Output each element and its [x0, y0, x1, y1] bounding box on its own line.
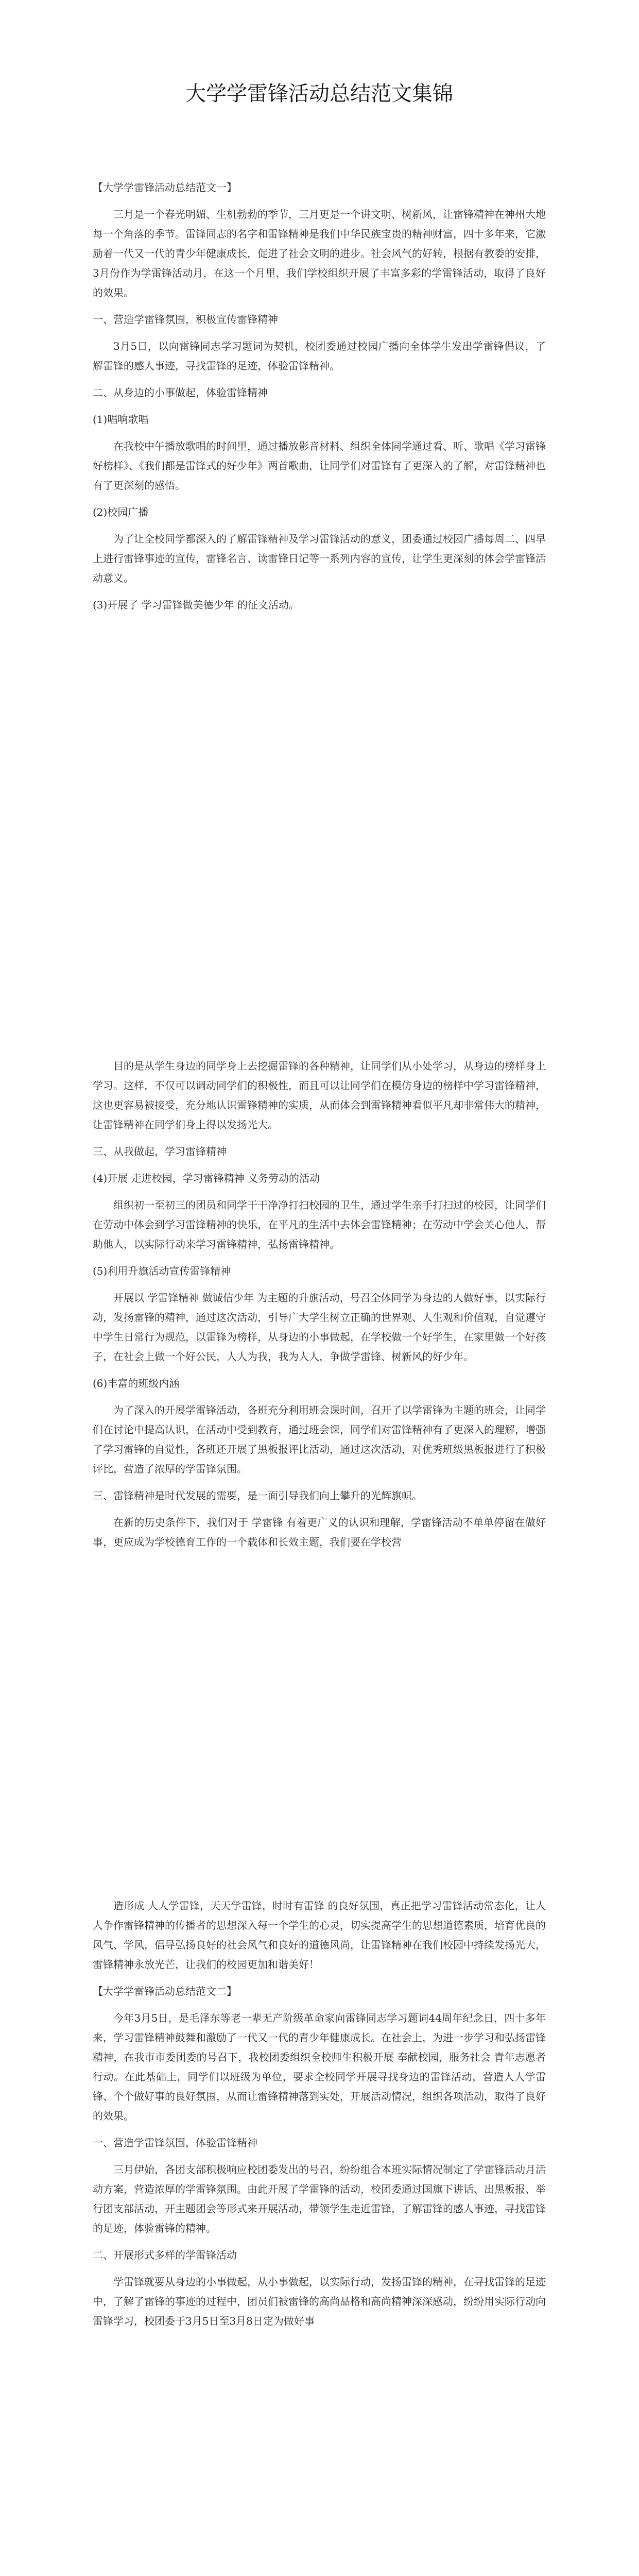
sub-heading: 三、雷锋精神是时代发展的需要，是一面引导我们向上攀升的光辉旗帜。	[93, 1489, 422, 1502]
sub-heading: 二、开展形式多样的学雷锋活动	[93, 2249, 237, 2261]
paragraph: 组织初一至初三的团员和同学干干净净打扫校园的卫生，通过学生亲手打扫过的校园，让同学们在劳动中体会到学习雷锋精神的快乐，在平凡的生活中去体会雷锋精神；在劳动中学会关心他人，帮助他人，以实际行动来学习雷锋精神，弘扬雷锋精神。	[93, 1199, 546, 1250]
paragraph: 学雷锋就要从身边的小事做起，从小事做起，以实际行动，发扬雷锋的精神，在寻找雷锋的足迹中，了解了雷锋的事迹的过程中，团员们被雷锋的高尚品格和高尚精神深深感动，纷纷用实际行动向雷锋学习，校团委于3月5日至3月8日定为做好事	[93, 2276, 546, 2327]
text-block-3	[93, 1896, 546, 2338]
paragraph: 在新的历史条件下，我们对于 学雷锋 有着更广义的认识和理解，学雷锋活动不单单停留在做好事，更应成为学校德育工作的一个载体和长效主题，我们要在学校营	[93, 1516, 546, 1548]
paragraph: 为了让全校同学都深入的了解雷锋精神及学习雷锋活动的意义，团委通过校园广播每周二、四早上进行雷锋事迹的宣传，雷锋名言、读雷锋日记等一系列内容的宣传，让学生更深刻的体会学雷锋活动意义。	[93, 533, 546, 584]
sub-heading: (2)校园广播	[93, 506, 149, 518]
paragraph: 目的是从学生身边的同学身上去挖掘雷锋的各种精神，让同学们从小处学习，从身边的榜样身上学习。这样，不仅可以调动同学们的积极性，而且可以让同学们在模仿身边的榜样中学习雷锋精神，这也更容易被接受，充分地认识雷锋精神的实质，从而体会到雷锋精神看似平凡却非常伟大的精神，让雷锋精神在同学们身上得以发扬光大。	[93, 1060, 546, 1131]
sub-heading: 三、从我做起，学习雷锋精神	[93, 1145, 227, 1158]
sub-heading: (6)丰富的班级内涵	[93, 1377, 180, 1389]
sub-heading: 二、从身边的小事做起，体验雷锋精神	[93, 386, 268, 399]
text-block-1	[93, 178, 546, 622]
sub-heading: (4)开展 走进校园，学习雷锋精神 义务劳动的活动	[93, 1172, 320, 1184]
paragraph: 三月伊始，各团支部积极响应校团委发出的号召，纷纷组合本班实际情况制定了学雷锋活动月活动方案，营造浓厚的学雷锋氛围。由此开展了学雷锋的活动，校团委通过国旗下讲话、出黑板报、举行团支部活动，开主题团会等形式来开展活动，带领学生走近雷锋，了解雷锋的感人事迹，寻找雷锋的足迹，体验雷锋的精神。	[93, 2163, 546, 2234]
section-heading: 【大学学雷锋活动总结范文二】	[93, 1985, 237, 1997]
sub-heading: 一、营造学雷锋氛围，积极宣传雷锋精神	[93, 313, 278, 326]
sub-heading: (5)利用升旗活动宣传雷锋精神	[93, 1265, 231, 1277]
paragraph: 3月5日，以向雷锋同志学习题词为契机，校团委通过校园广播向全体学生发出学雷锋倡议，了解雷锋的感人事迹，寻找雷锋的足迹，体验雷锋精神。	[93, 340, 546, 372]
sub-heading: 一、营造学雷锋氛围，体验雷锋精神	[93, 2137, 257, 2149]
section-heading: 【大学学雷锋活动总结范文一】	[93, 181, 237, 194]
sub-heading: (1)唱响歌唱	[93, 413, 149, 426]
title-block	[93, 77, 546, 107]
text-block-2	[93, 1056, 546, 1559]
document-title: 大学学雷锋活动总结范文集锦	[185, 82, 453, 106]
paragraph: 三月是一个春光明媚、生机勃勃的季节，三月更是一个讲文明、树新风，让雷锋精神在神州大地每一个角落的季节。雷锋同志的名字和雷锋精神是我们中华民族宝贵的精神财富，四十多年来，它激励着一代又一代的青少年健康成长，促进了社会文明的进步。社会风气的好转，根据有教委的安排，3月份作为学雷锋活动月，在这一个月里，我们学校组织开展了丰富多彩的学雷锋活动，取得了良好的效果。	[93, 208, 546, 299]
paragraph: 在我校中午播放歌唱的时间里，通过播放影音材料、组织全体同学通过看、听、歌唱《学习雷锋好榜样》、《我们都是雷锋式的好少年》两首歌曲，让同学们对雷锋有了更深入的了解，对雷锋精神也有了更深刻的感悟。	[93, 440, 546, 492]
paragraph: 开展以 学雷锋精神 做诚信少年 为主题的升旗活动，号召全体同学为身边的人做好事，以实际行动，发扬雷锋的精神，通过这次活动，引导广大学生树立正确的世界观、人生观和价值观，自觉遵守中学生日常行为规范，以雷锋为榜样，从身边的小事做起，在学校做一个好学生，在家里做一个好孩子，在社会上做一个好公民，人人为我，我为人人，争做学雷锋、树新风的好少年。	[93, 1292, 546, 1363]
paragraph: 为了深入的开展学雷锋活动，各班充分利用班会课时间，召开了以学雷锋为主题的班会，让同学们在讨论中提高认识，在活动中受到教育，通过班会课，同学们对雷锋精神有了更深入的理解，增强了学习雷锋的自觉性，各班还开展了黑板报评比活动，通过这次活动，对优秀班级黑板报进行了积极评比，营造了浓厚的学雷锋氛围。	[93, 1404, 546, 1475]
paragraph: 今年3月5日，是毛泽东等老一辈无产阶级革命家向雷锋同志学习题词44周年纪念日，四十多年来，学习雷锋精神鼓舞和激励了一代又一代的青少年健康成长。在社会上，为进一步学习和弘扬雷锋精神，在我市市委团委的号召下，我校团委组织全校师生积极开展 奉献校园，服务社会 青年志愿者行动。在此基础上，同学们以班级为单位，要求全校同学开展寻找身边的雷锋活动，营造人人学雷锋、个个做好事的良好氛围，从而让雷锋精神落到实处，开展活动情况，组织各项活动，取得了良好的效果。	[93, 2012, 546, 2122]
paragraph: 造形成 人人学雷锋，天天学雷锋，时时有雷锋 的良好氛围，真正把学习雷锋活动常态化，让人人争作雷锋精神的传播者的思想深入每一个学生的心灵，切实提高学生的思想道德素质，培育优良的风气、学风，倡导弘扬良好的社会风气和良好的道德风尚，让雷锋精神在我们校园中持续发扬光大，雷锋精神永放光芒，让我们的校园更加和谐美好！	[93, 1900, 546, 1971]
sub-heading: (3)开展了 学习雷锋做美德少年 的征文活动。	[93, 599, 300, 611]
